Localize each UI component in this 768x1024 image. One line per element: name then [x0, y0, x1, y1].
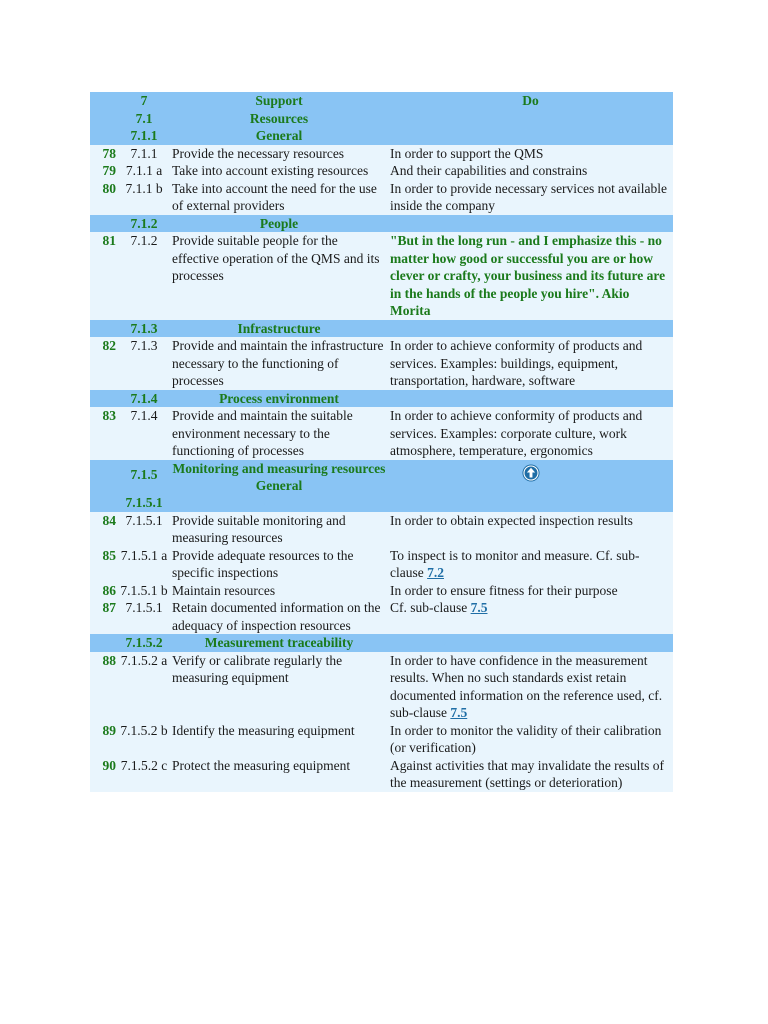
- row-requirement: Provide suitable people for the effective operation of the QMS and its processes: [170, 232, 388, 320]
- table-row: [90, 162, 673, 180]
- row-do: [388, 599, 673, 634]
- row-clause: 7.1.3: [118, 337, 170, 390]
- header-title-cell: [170, 460, 388, 512]
- row-do-text: To inspect is to monitor and measure. Cf. sub-clause: [390, 547, 640, 580]
- header-do-cell: [388, 460, 673, 512]
- table-row: [90, 145, 673, 163]
- header-num-cell: [90, 634, 118, 652]
- row-number: 85: [90, 547, 118, 582]
- row-number: 90: [90, 757, 118, 792]
- header-num-cell: [90, 92, 118, 145]
- clause-link[interactable]: 7.5: [450, 705, 468, 720]
- section-title: Resources: [249, 110, 309, 126]
- clause-number: 7.1.3: [118, 320, 170, 338]
- section-header-7-1-5: [90, 460, 673, 512]
- do-column-header: Do: [388, 92, 673, 145]
- row-do: Against activities that may invalidate the results of the measurement (settings or deterioration): [388, 757, 673, 792]
- section-header-7-1-4: [90, 390, 673, 408]
- section-title: Measurement traceability: [170, 634, 388, 652]
- row-clause: 7.1.5.2 b: [118, 722, 170, 757]
- row-do-quote: "But in the long run - and I emphasize this - no matter how good or successful you are or how clever or crafty, your business and its future are in the hands of the people you hire". Akio Morita: [388, 232, 673, 320]
- row-do-text: In order to have confidence in the measurement results. When no such standards exist retain documented information on the reference used, cf. sub-clause: [390, 652, 663, 720]
- header-num-cell: [90, 460, 118, 512]
- clause-number: 7.1.5: [130, 466, 158, 482]
- up-arrow-icon[interactable]: [522, 460, 540, 482]
- row-do-text: Cf. sub-clause: [390, 600, 471, 615]
- table-row: [90, 512, 673, 547]
- row-clause: 7.1.5.2 a: [118, 652, 170, 722]
- row-do: And their capabilities and constrains: [388, 162, 673, 180]
- section-header-7-1-2: [90, 215, 673, 233]
- row-clause: 7.1.5.1: [118, 512, 170, 547]
- header-num-cell: [90, 215, 118, 233]
- row-requirement: Verify or calibrate regularly the measuring equipment: [170, 652, 388, 722]
- table-row: [90, 652, 673, 722]
- section-title: Process environment: [170, 390, 388, 408]
- row-requirement: Identify the measuring equipment: [170, 722, 388, 757]
- row-number: 84: [90, 512, 118, 547]
- row-number: 78: [90, 145, 118, 163]
- row-do: In order to support the QMS: [388, 145, 673, 163]
- header-num-cell: [90, 390, 118, 408]
- clause-number: 7.1.5.2: [118, 634, 170, 652]
- section-title: General: [255, 128, 303, 143]
- requirements-table: [90, 92, 673, 792]
- table-row: [90, 757, 673, 792]
- row-clause: 7.1.1: [118, 145, 170, 163]
- row-requirement: Provide and maintain the suitable environment necessary to the functioning of processes: [170, 407, 388, 460]
- row-number: 81: [90, 232, 118, 320]
- section-title: Support: [255, 93, 303, 108]
- row-requirement: Provide suitable monitoring and measuring resources: [170, 512, 388, 547]
- clause-number: 7.1.5.1: [125, 495, 163, 510]
- row-requirement: Retain documented information on the adequacy of inspection resources: [170, 599, 388, 634]
- row-do: In order to provide necessary services not available inside the company: [388, 180, 673, 215]
- row-requirement: Provide the necessary resources: [170, 145, 388, 163]
- row-number: 82: [90, 337, 118, 390]
- header-clause-cell: [118, 460, 170, 512]
- row-number: 83: [90, 407, 118, 460]
- row-do: In order to ensure fitness for their purpose: [388, 582, 673, 600]
- row-number: 80: [90, 180, 118, 215]
- table-row: [90, 547, 673, 582]
- section-header-7-1-3: [90, 320, 673, 338]
- row-requirement: Provide adequate resources to the specific inspections: [170, 547, 388, 582]
- section-title: People: [170, 215, 388, 233]
- row-requirement: Provide and maintain the infrastructure necessary to the functioning of processes: [170, 337, 388, 390]
- table-row: [90, 232, 673, 320]
- row-clause: 7.1.1 a: [118, 162, 170, 180]
- clause-number: 7.1.1: [130, 128, 158, 143]
- header-do-cell: [388, 390, 673, 408]
- row-do: [388, 547, 673, 582]
- header-num-cell: [90, 320, 118, 338]
- row-number: 86: [90, 582, 118, 600]
- row-clause: 7.1.5.1 a: [118, 547, 170, 582]
- row-do: In order to obtain expected inspection results: [388, 512, 673, 547]
- row-requirement: Maintain resources: [170, 582, 388, 600]
- header-do-cell: [388, 634, 673, 652]
- section-header-7: [90, 92, 673, 145]
- table-row: [90, 337, 673, 390]
- table-row: [90, 180, 673, 215]
- section-title: Monitoring and measuring resources: [172, 460, 386, 476]
- row-requirement: Protect the measuring equipment: [170, 757, 388, 792]
- row-do: [388, 652, 673, 722]
- row-do: In order to monitor the validity of their calibration (or verification): [388, 722, 673, 757]
- row-clause: 7.1.5.1 b: [118, 582, 170, 600]
- header-title-cell: [170, 92, 388, 145]
- header-clause-cell: [118, 92, 170, 145]
- section-title: General: [255, 478, 303, 493]
- clause-number: 7.1: [135, 110, 153, 126]
- table-row: [90, 722, 673, 757]
- row-do: In order to achieve conformity of products and services. Examples: corporate culture, work atmosphere, temperature, ergonomics: [388, 407, 673, 460]
- row-number: 89: [90, 722, 118, 757]
- row-clause: 7.1.4: [118, 407, 170, 460]
- section-header-7-1-5-2: [90, 634, 673, 652]
- table-row: [90, 407, 673, 460]
- row-clause: 7.1.5.2 c: [118, 757, 170, 792]
- clause-number: 7.1.2: [118, 215, 170, 233]
- row-clause: 7.1.5.1: [118, 599, 170, 634]
- row-requirement: Take into account existing resources: [170, 162, 388, 180]
- clause-number: 7.1.4: [118, 390, 170, 408]
- header-do-cell: [388, 215, 673, 233]
- clause-link[interactable]: 7.2: [427, 565, 444, 580]
- table-row: [90, 582, 673, 600]
- section-title: Infrastructure: [170, 320, 388, 338]
- row-number: 87: [90, 599, 118, 634]
- table-row: [90, 599, 673, 634]
- row-number: 88: [90, 652, 118, 722]
- row-requirement: Take into account the need for the use of external providers: [170, 180, 388, 215]
- clause-link[interactable]: 7.5: [470, 600, 488, 615]
- row-do: In order to achieve conformity of products and services. Examples: buildings, equipment, transportation, hardware, software: [388, 337, 673, 390]
- row-number: 79: [90, 162, 118, 180]
- header-do-cell: [388, 320, 673, 338]
- clause-number: 7: [140, 93, 148, 108]
- row-clause: 7.1.1 b: [118, 180, 170, 215]
- row-clause: 7.1.2: [118, 232, 170, 320]
